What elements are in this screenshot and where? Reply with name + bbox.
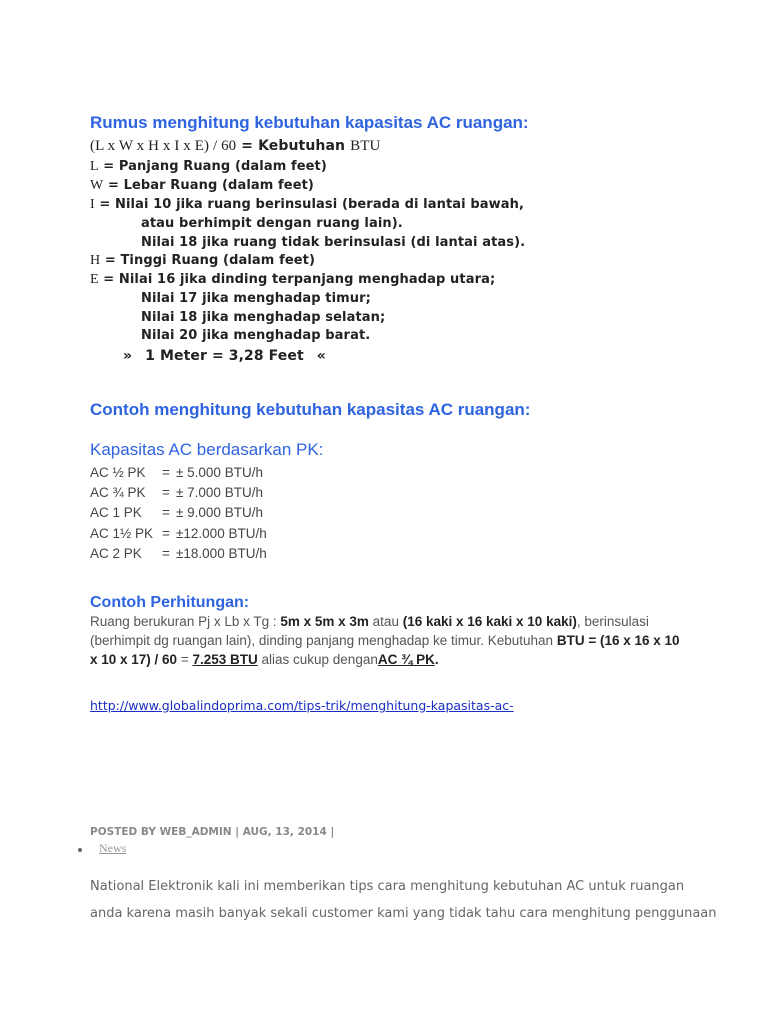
def-line [90,272,495,288]
def-line [90,253,315,269]
pk-value: ±12.000 BTU/h [176,526,267,541]
post-meta: POSTED BY WEB_ADMIN | AUG, 13, 2014 | [90,826,335,838]
def-text: = Tinggi Ruang (dalam feet) [100,253,316,268]
calc-ac-result: AC ¾ PK [377,652,435,667]
example-heading: Contoh menghitung kebutuhan kapasitas AC ruangan: [90,400,531,419]
def-line [90,178,314,194]
calc-text: atau [368,614,403,629]
pk-value: ± 5.000 BTU/h [176,465,263,480]
formula-expression: (L x W x H x I x E) / 60 [90,138,237,154]
calc-text: = [177,652,193,667]
def-line [141,235,525,250]
pk-value: ±18.000 BTU/h [176,546,267,561]
bullet-icon [78,848,82,852]
def-line [141,310,385,325]
def-line [90,197,524,213]
def-text: atau berhimpit dengan ruang lain). [141,216,403,231]
calc-heading: Contoh Perhitungan: [90,594,250,611]
def-key: H [90,253,101,268]
pk-row [90,485,263,500]
body-line: anda karena masih banyak sekali customer kami yang tidak tahu cara menghitung penggunaan [90,906,717,921]
formula-line [90,138,380,155]
formula-unit: BTU [350,138,381,154]
def-line [90,159,327,175]
calc-text: , berinsulasi (berhimpit dg ruangan lain), dinding panjang menghadap ke timur. Kebutuhan [90,614,649,648]
calc-bold: (16 kaki x 16 kaki x 10 kaki) [402,614,577,629]
formula-equals: = Kebutuhan [241,138,346,154]
pk-row [90,505,263,520]
source-link[interactable]: http://www.globalindoprima.com/tips-trik/menghitung-kapasitas-ac- [90,698,514,713]
pk-eq: = [162,465,170,480]
pk-label: AC 1½ PK [90,526,154,541]
pk-eq: = [162,485,170,500]
conversion-text: 1 Meter = 3,28 Feet [145,348,304,364]
calc-text: alias cukup dengan [257,652,378,667]
calc-text: . [434,652,439,667]
pk-eq: = [162,526,170,541]
def-text: Nilai 17 jika menghadap timur; [141,291,371,306]
def-line [141,216,403,231]
pk-label: AC ½ PK [90,465,146,480]
pk-value: ± 7.000 BTU/h [176,485,263,500]
def-line [141,291,371,306]
formula-heading: Rumus menghitung kebutuhan kapasitas AC ruangan: [90,113,529,132]
def-text: Nilai 18 jika ruang tidak berinsulasi (di lantai atas). [141,235,526,250]
pk-label: AC 1 PK [90,505,142,520]
pk-eq: = [162,505,170,520]
calc-result: 7.253 BTU [192,652,258,667]
pk-row [90,526,267,541]
conversion-note [123,348,326,364]
def-line [141,328,370,343]
pk-row [90,546,267,561]
def-key: I [90,197,95,212]
calc-text: Ruang berukuran Pj x Lb x Tg : [90,614,281,629]
category-link-news[interactable]: News [99,841,127,855]
quote-close: « [316,348,326,364]
def-key: E [90,272,99,287]
pk-label: AC 2 PK [90,546,142,561]
def-text: Nilai 20 jika menghadap barat. [141,328,371,343]
def-text: = Panjang Ruang (dalam feet) [98,159,327,174]
pk-eq: = [162,546,170,561]
def-text: Nilai 18 jika menghadap selatan; [141,310,386,325]
body-line: National Elektronik kali ini memberikan tips cara menghitung kebutuhan AC untuk ruangan [90,879,685,894]
def-text: = Nilai 16 jika dinding terpanjang menghadap utara; [98,272,496,287]
calc-paragraph [90,612,690,669]
pk-label: AC ¾ PK [90,485,146,500]
def-key: L [90,159,99,174]
quote-open: » [123,348,133,364]
calc-bold: BTU = (16 x 16 x 10 x 10 x 17) / 60 [90,633,680,667]
calc-bold: 5m x 5m x 3m [280,614,369,629]
def-key: W [90,178,104,193]
pk-heading: Kapasitas AC berdasarkan PK: [90,440,324,459]
def-text: = Lebar Ruang (dalam feet) [103,178,314,193]
pk-value: ± 9.000 BTU/h [176,505,263,520]
pk-row [90,465,263,480]
def-text: = Nilai 10 jika ruang berinsulasi (berada di lantai bawah, [94,197,524,212]
